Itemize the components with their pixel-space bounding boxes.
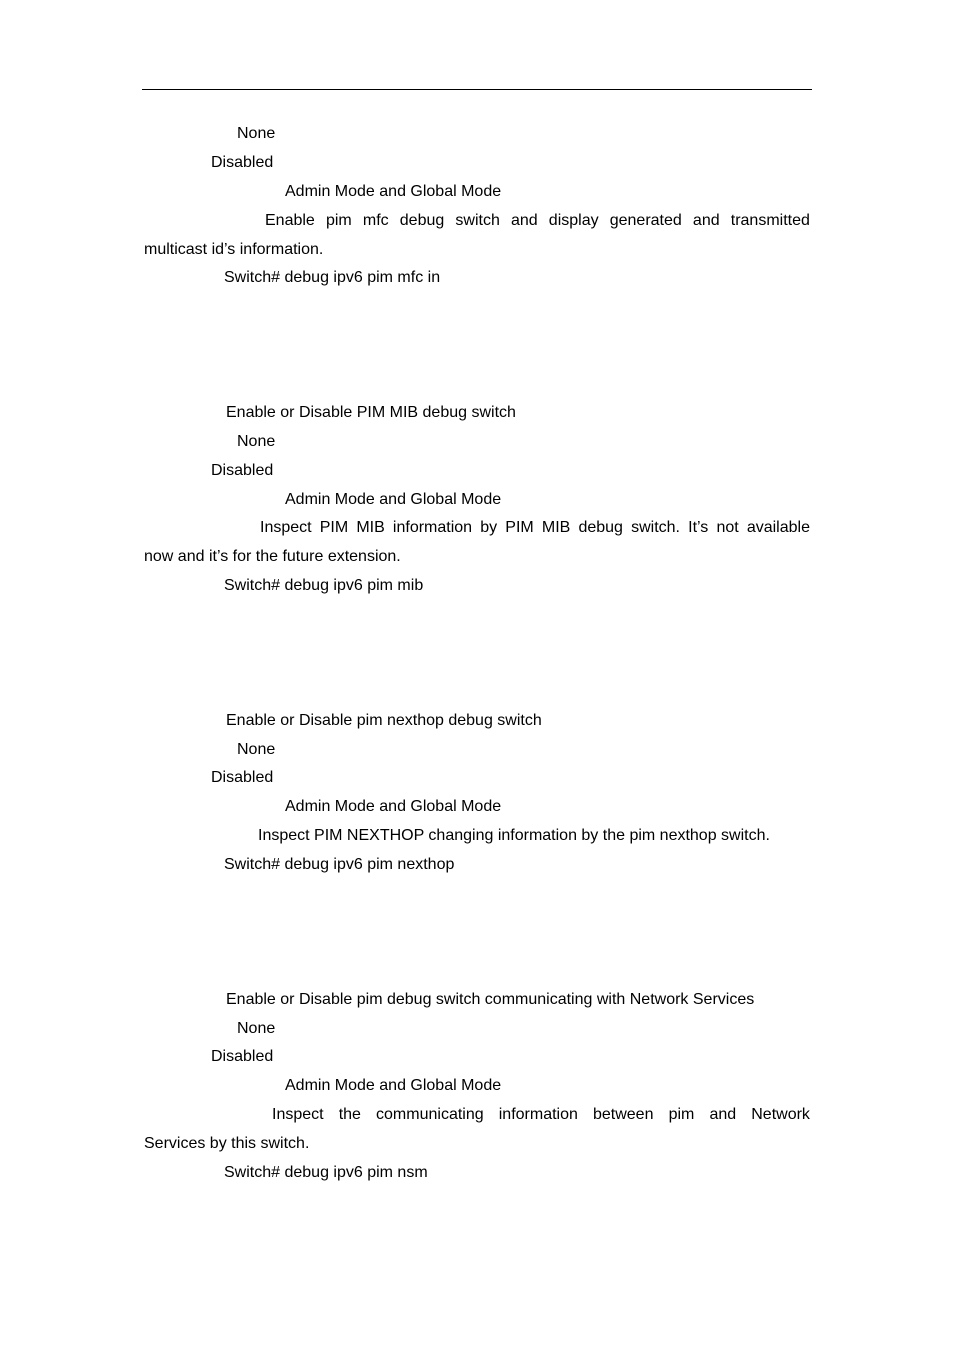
justified-word: switch [455, 212, 500, 229]
s3-example: Switch# debug ipv6 pim nexthop [224, 856, 455, 873]
justified-word: not [716, 519, 739, 536]
s3-mode: Admin Mode and Global Mode [285, 798, 502, 815]
s4-usage-line1 [272, 1105, 810, 1125]
s3-state: Disabled [211, 769, 274, 786]
justified-word: generated [609, 212, 682, 229]
justified-word: PIM [505, 519, 534, 536]
justified-word: MIB [541, 519, 571, 536]
justified-word: and [692, 212, 720, 229]
justified-word: Enable [265, 212, 315, 229]
justified-word: and [510, 212, 538, 229]
justified-word: MIB [356, 519, 385, 536]
s4-mode: Admin Mode and Global Mode [285, 1077, 502, 1094]
s2-state: Disabled [211, 462, 274, 479]
s4-example: Switch# debug ipv6 pim nsm [224, 1164, 428, 1181]
s1-state: Disabled [211, 154, 274, 171]
justified-word: Inspect [260, 519, 312, 536]
s4-state: Disabled [211, 1048, 274, 1065]
justified-word: communicating [376, 1106, 484, 1123]
s4-function: Enable or Disable pim debug switch communicating with Network Services [226, 991, 755, 1008]
s1-usage-line1 [265, 211, 810, 231]
s4-default: None [237, 1020, 276, 1037]
s1-example: Switch# debug ipv6 pim mfc in [224, 269, 441, 286]
justified-word: transmitted [730, 212, 810, 229]
s2-default: None [237, 433, 276, 450]
justified-word: information [392, 519, 473, 536]
justified-word: Network [751, 1106, 810, 1123]
s2-usage-line2: now and it’s for the future extension. [144, 548, 401, 565]
justified-word: PIM [319, 519, 349, 536]
s3-function: Enable or Disable pim nexthop debug switch [226, 712, 542, 729]
justified-word: available [746, 519, 810, 536]
justified-word: between [592, 1106, 654, 1123]
justified-word: display [548, 212, 599, 229]
s2-mode: Admin Mode and Global Mode [285, 491, 502, 508]
justified-word: and [709, 1106, 737, 1123]
justified-word: debug [399, 212, 445, 229]
justified-word: mfc [362, 212, 389, 229]
s2-usage-line1 [260, 518, 810, 538]
s2-example: Switch# debug ipv6 pim mib [224, 577, 424, 594]
justified-word: switch. [631, 519, 680, 536]
justified-word: Inspect [272, 1106, 324, 1123]
justified-word: the [338, 1106, 361, 1123]
s3-usage-line1: Inspect PIM NEXTHOP changing information by the pim nexthop switch. [258, 827, 770, 844]
s1-default: None [237, 125, 276, 142]
justified-word: pim [668, 1106, 695, 1123]
justified-word: pim [325, 212, 352, 229]
justified-word: It’s [688, 519, 709, 536]
justified-word: debug [578, 519, 623, 536]
justified-word: information [498, 1106, 578, 1123]
s4-usage-line2: Services by this switch. [144, 1135, 310, 1152]
s3-default: None [237, 741, 276, 758]
justified-word: by [480, 519, 498, 536]
header-rule [142, 89, 812, 90]
s1-mode: Admin Mode and Global Mode [285, 183, 502, 200]
s2-function: Enable or Disable PIM MIB debug switch [226, 404, 516, 421]
s1-usage-line2: multicast id’s information. [144, 241, 324, 258]
